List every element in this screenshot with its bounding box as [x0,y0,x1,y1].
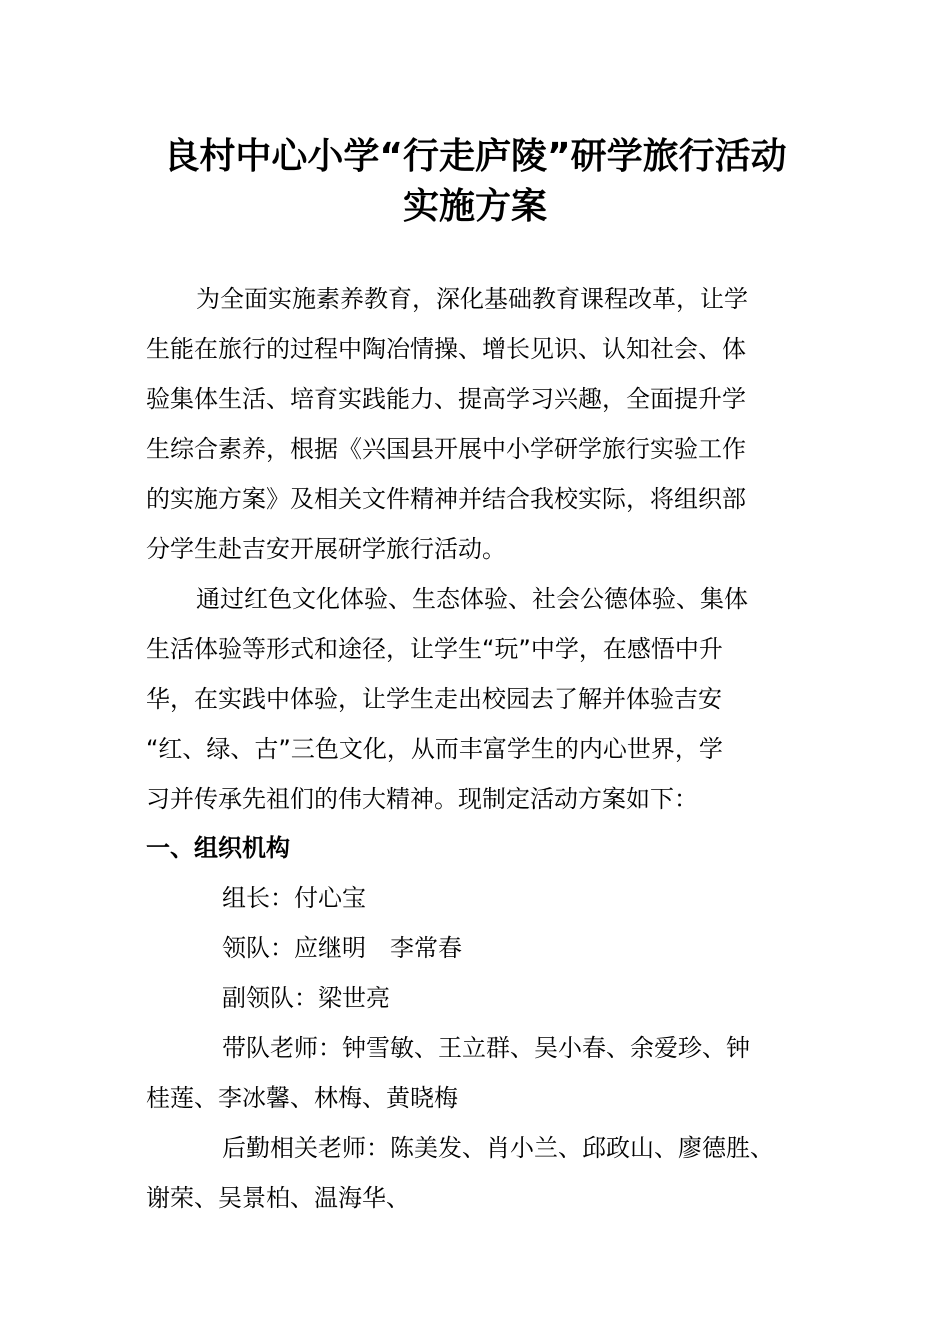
paragraph-line: 习并传承先祖们的伟大精神。现制定活动方案如下： [146,785,698,813]
org-logistics-teachers: 后勤相关老师：陈美发、肖小兰、邱政山、廖德胜、 [222,1134,774,1162]
org-teachers-continued: 桂莲、李冰馨、林梅、黄晓梅 [146,1084,458,1112]
org-team-leaders: 领队：应继明 李常春 [222,934,462,962]
paragraph-line: 分学生赴吉安开展研学旅行活动。 [146,535,506,563]
paragraph-line: 验集体生活、培育实践能力、提高学习兴趣，全面提升学 [146,385,746,413]
paragraph-line: 生综合素养，根据《兴国县开展中小学研学旅行实验工作 [146,435,746,463]
org-leader: 组长：付心宝 [222,884,366,912]
org-logistics-teachers-continued: 谢荣、吴景柏、温海华、 [146,1184,410,1212]
section-heading-organization: 一、组织机构 [146,834,290,862]
paragraph-line: 华，在实践中体验，让学生走出校园去了解并体验吉安 [146,685,722,713]
paragraph-line: 为全面实施素养教育，深化基础教育课程改革，让学 [196,285,748,313]
document-title-line1: 良村中心小学“行走庐陵”研学旅行活动 [163,136,787,177]
org-teachers: 带队老师：钟雪敏、王立群、吴小春、余爱珍、钟 [222,1034,750,1062]
paragraph-line: 生能在旅行的过程中陶冶情操、增长见识、认知社会、体 [146,335,746,363]
paragraph-line: 的实施方案》及相关文件精神并结合我校实际，将组织部 [146,485,746,513]
paragraph-line: “红、绿、古”三色文化，从而丰富学生的内心世界，学 [146,735,723,763]
paragraph-line: 生活体验等形式和途径，让学生“玩”中学，在感悟中升 [146,635,723,663]
paragraph-line: 通过红色文化体验、生态体验、社会公德体验、集体 [196,585,748,613]
document-title-line2: 实施方案 [402,186,547,227]
org-deputy-leader: 副领队：梁世亮 [222,984,390,1012]
